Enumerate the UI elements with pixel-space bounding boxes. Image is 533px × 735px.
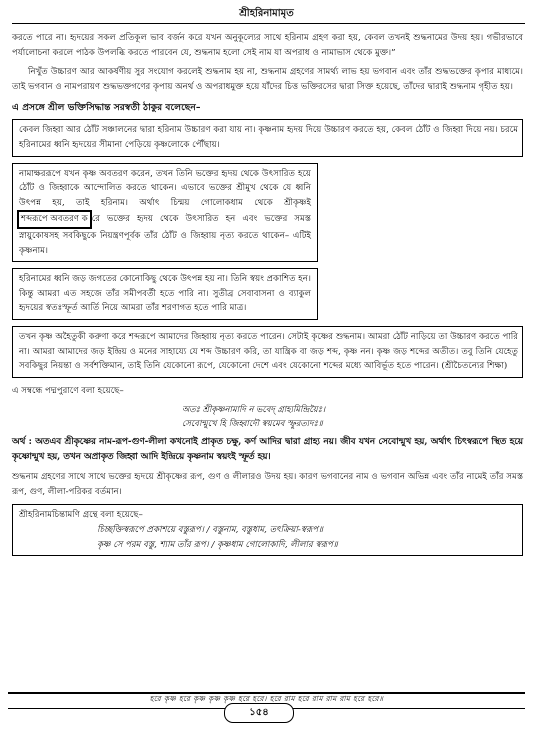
- quote-descent-text-b: রে ভক্তের হৃদয় থেকে উৎসারিত হন এবং ভক্তের সমস্ত স্নায়ুকোষসহ সবকিছুকে নিয়ন্ত্রণপূর্বক তাঁর ঠোঁট ও জিহ্বায় নৃত্য করতে থাকেন– এটিই কৃষ্ণনাম।: [19, 214, 311, 256]
- running-header-title: শ্রীহরিনামামৃত: [239, 8, 294, 19]
- cintamani-intro: শ্রীহরিনামচিন্তামণি গ্রন্থে বলা হয়েছে–: [19, 510, 143, 521]
- header-divider: [12, 23, 525, 24]
- quote-box-dance: [12, 326, 523, 378]
- verse-meaning: অর্থ : অতএব শ্রীকৃষ্ণের নাম-রূপ-গুণ-লীলা কখনোই প্রাকৃত চক্ষু, কর্ণ আদির দ্বারা গ্রাহ্য নয়। জীব যখন সেবোন্মুখ হয়, অর্থাৎ চিৎস্বরূপে স্থিত হয়ে কৃষ্ণোন্মুখ হয়, তখন অপ্রাকৃত জিহ্বা আদি ইন্দ্রিয়ে কৃষ্ণনাম স্বয়ংই স্ফূর্ত হয়।: [12, 437, 523, 463]
- quote-box-lips: [12, 119, 523, 156]
- padma-verse: [182, 403, 523, 430]
- section-heading: এ প্রসঙ্গে শ্রীল ভক্তিসিদ্ধান্ত সরস্বতী ঠাকুর বলেছেন–: [12, 102, 201, 114]
- quote-box-dance-text: তখন কৃষ্ণ অহৈতুকী করুণা করে শব্দরূপে আমাদের জিহ্বায় নৃত্য করতে পারেন। সেটাই কৃষ্ণের শুদ্ধনাম। আমরা ঠোঁট নাড়িয়ে তা উচ্চারণ করতে পারি না। আমরা আমাদের জড় ইন্দ্রিয় ও মনের সাহায্যে যে শব্দ উচ্চারণ করি, তা যান্ত্রিক বা জড় শব্দ, কৃষ্ণ নন। কৃষ্ণ জড় শব্দের অতীত। তবু তিনি যেহেতু সবকিছুর নিয়ন্তা ও সর্বশক্তিমান, তাই তিনি যেকোনো রূপে, যেকোনো দেশে এবং যেকোনো শব্দের মধ্যে আবির্ভূত হতে পারেন। (শ্রীচৈতন্যের শিক্ষা): [19, 331, 518, 372]
- page-number: ১৫৪: [224, 703, 294, 723]
- footer-mantra: হরে কৃষ্ণ হরে কৃষ্ণ কৃষ্ণ কৃষ্ণ হরে হরে। হরে রাম হরে রাম রাম রাম হরে হরে॥: [149, 694, 384, 703]
- padma-intro: এ সম্বন্ধে পদ্মপুরাণে বলা হয়েছে–: [12, 385, 124, 396]
- paragraph-intro: করতে পারে না। হৃদয়ের সকল প্রতিকূল ভাব বর্জন করে যখন অনুকূল্যের সাথে হরিনাম গ্রহণ করা হয়, কেবল তখনই শুদ্ধনামের উদয় হয়। গভীরভাবে পর্যালোচনা করলে পাঠক উপলব্ধি করতে পারবেন যে, শুদ্ধনাম হলো সেই নাম যা অপরাধ ও নামাভাস থেকে মুক্ত।”: [12, 33, 523, 58]
- highlighted-phrase-box: শব্দরূপে অবতরণ ক: [17, 210, 92, 229]
- main-content: [12, 31, 523, 562]
- quote-box-lips-text: কেবল জিহ্বা আর ঠোঁট সঞ্চালনের দ্বারা হরিনাম উচ্চারণ করা যায় না। কৃষ্ণনাম হৃদয় দিয়ে উচ্চারণ করতে হয়, কেবল ঠোঁট ও জিহ্বা দিয়ে নয়। চরমে হরিনামের ধ্বনি হৃদয়ের সীমানা পেড়িয়ে কৃষ্ণলোকে পৌঁছায়।: [19, 125, 518, 150]
- paragraph-pure-name: নিখুঁত উচ্চারণ আর আকর্ষণীয় সুর সংযোগ করলেই শুদ্ধনাম হয় না, শুদ্ধনাম গ্রহণের সামর্থ্য লাভ হয় ভগবান এবং তাঁর শুদ্ধভক্তের কৃপার মাধ্যমে। তাই ভগবান ও নামপরায়ণ শুদ্ধভক্তগণের কৃপায় অনর্থ ও অপরাধমুক্ত হয়ে যাঁদের চিত্ত ভক্তিরসের দ্বারা সিক্ত হয়েছে, তাঁদের দ্বারাই শুদ্ধনাম গৃহীত হয়।: [12, 67, 523, 92]
- padma-verse-line-1: অতঃ শ্রীকৃষ্ণনামাদি ন ভবেদ্ গ্রাহ্যমিন্দ্রিয়ৈঃ।: [182, 404, 326, 415]
- cintamani-verse-line-1: চিচ্ছক্তিস্বরূপে প্রকাশয়ে বস্তুরূপ। / বস্তুনাম, বস্তুধাম, তৎক্রিয়া-স্বরূপ॥: [97, 525, 323, 536]
- padma-verse-line-2: সেবোন্মুখে হি জিহ্বাদৌ স্বয়মেব স্ফুরত্যদঃ॥: [182, 417, 323, 428]
- cintamani-verse-line-2: কৃষ্ণ সে পরম বস্তু, শ্যাম তাঁর রূপ। / কৃষ্ণধাম গোলোকাদি, লীলার স্বরূপ॥: [97, 539, 338, 550]
- paragraph-closing: শুদ্ধনাম গ্রহণের সাথে সাথে ভক্তের হৃদয়ে শ্রীকৃষ্ণের রূপ, গুণ ও লীলারও উদয় হয়। কারণ ভগবানের নাম ও ভগবান অভিন্ন এবং তাঁর নামেই তাঁর সমস্ত রূপ, গুণ, লীলা-পরিকর বর্তমান।: [12, 472, 523, 497]
- quote-box-sound-text: হরিনামের ধ্বনি জড় জগতের কোনোকিছু থেকে উৎপন্ন হয় না। তিনি স্বয়ং প্রকাশিত হন। কিন্তু আমরা এত সহজে তাঁর সমীপবর্তী হতে পারি না। সুতীব্র সেবাবাসনা ও ব্যাকুল হৃদয়ের স্বতঃস্ফূর্ত আর্তি নিয়ে আমরা তাঁর শরণাগত হতে পারি মাত্র।: [19, 274, 311, 314]
- cintamani-box: [12, 504, 523, 556]
- quote-box-descent: [12, 163, 318, 263]
- quote-box-descent-text: [19, 167, 311, 259]
- quote-descent-text-a: নামাক্ষররূপে যখন কৃষ্ণ অবতরণ করেন, তখন তিনি ভক্তের হৃদয় থেকে উৎসারিত হয়ে ঠোঁট ও জিহ্বাকে আন্দোলিত করতে থাকেন। এভাবে ভক্তের শ্রীমুখ থেকে যে ধ্বনি উৎপন্ন হয়, তাই হরিনাম। অর্থাৎ চিন্ময় গোলোকধাম থেকে শ্রীকৃষ্ণই: [19, 168, 311, 208]
- quote-box-sound: [12, 268, 318, 320]
